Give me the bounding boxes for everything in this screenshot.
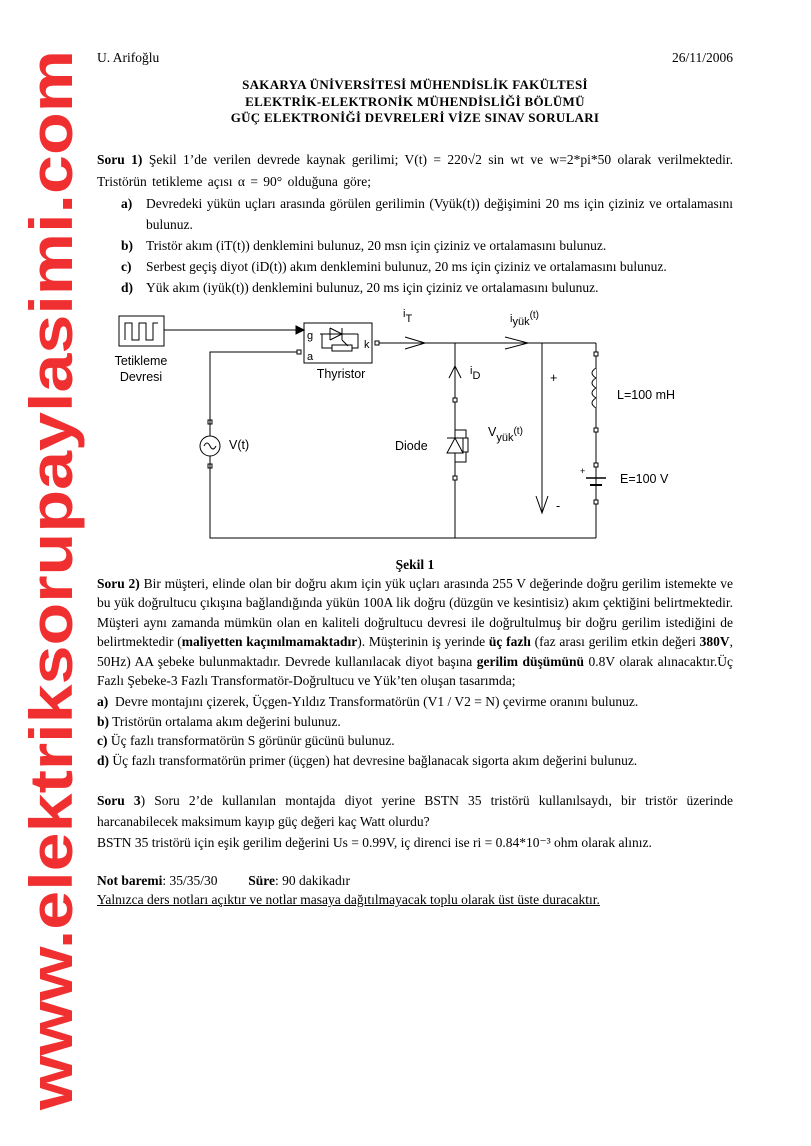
item-label: c) <box>97 733 108 748</box>
item-label: d) <box>97 752 110 768</box>
q2-bold: üç fazlı <box>488 634 531 649</box>
source-label: V(t) <box>229 437 250 452</box>
item-text: Yük akım (iyük(t)) denklemini bulunuz, 20 ms için çiziniz ve ortalamasını bulunuz. <box>146 279 599 295</box>
thyristor-label: Thyristor <box>316 366 366 381</box>
question-1-intro <box>97 149 733 193</box>
item-text: Üç fazlı transformatörün S görünür gücünü bulunuz. <box>110 733 395 748</box>
item-label: c) <box>121 258 132 274</box>
q1-item-c <box>121 256 733 277</box>
date: 26/11/2006 <box>671 50 733 65</box>
minus-label: - <box>556 498 561 513</box>
question-2 <box>97 574 733 771</box>
q2-bold: 380V <box>699 634 730 649</box>
item-label: d) <box>121 279 134 295</box>
q1-intro-c: olduğuna göre; <box>287 173 371 189</box>
q2-item-c <box>97 731 733 751</box>
item-text: Devredeki yükün uçları arasında görülen gerilimin (Vyük(t)) değişimini 20 ms için çiziniz ve ortalamasını bulunuz. <box>146 195 733 232</box>
item-text: Tristörün ortalama akım değerini bulunuz. <box>112 713 341 729</box>
thyristor-icon <box>320 328 358 351</box>
q2-bold: gerilim düşümünü <box>476 653 585 669</box>
q2-text: ). Müşterinin iş yerinde <box>357 634 489 649</box>
item-label: a) <box>97 693 109 709</box>
q2-item-d <box>97 751 733 771</box>
q2-text: , 50Hz) AA şebeke bulunmaktadır. Devrede kullanılacak diyot başına <box>97 634 733 669</box>
q2-item-a <box>97 691 733 712</box>
item-text: Serbest geçiş diyot (iD(t)) akım denklemini bulunuz, 20 ms için çiziniz ve ortalamasını bulunuz. <box>146 258 667 274</box>
grading <box>97 871 733 890</box>
author: U. Arifoğlu <box>97 50 160 65</box>
inductor-icon <box>592 368 596 408</box>
q1-item-a <box>121 193 733 235</box>
q2-text: (faz arası gerilim etkin değeri <box>530 634 700 649</box>
inductor-label: L=100 mH <box>617 387 676 402</box>
thyristor-block <box>304 323 372 363</box>
question-3-params <box>97 832 733 853</box>
item-label: b) <box>97 713 110 729</box>
q2-text: 0.8V olarak alınacaktır.Üç Fazlı Şebeke-3 Fazlı Transformatör-Doğrultucu ve Yük’ten oluşan tasarımda; <box>97 653 733 688</box>
q2-label: Soru 2) <box>97 575 140 591</box>
item-label: a) <box>121 195 133 211</box>
q3-us: Us = 0.99V <box>332 835 394 850</box>
pulse-generator-block <box>119 316 164 346</box>
diode-icon <box>447 430 468 462</box>
question-3 <box>97 790 733 853</box>
vyuk-label: Vyük$^{(t)}$ <box>488 424 523 444</box>
q3-text: ohm olarak alınız. <box>554 835 652 850</box>
question-1-items <box>121 193 733 298</box>
circuit-diagram <box>0 306 811 551</box>
exam-note: Yalnızca ders notları açıktır ve notlar masaya dağıtılmayacak toplu olarak üst üste duracaktır. <box>97 892 600 907</box>
item-text: Üç fazlı transformatörün primer (üçgen) hat devresine bağlanacak sigorta akım değerini bulunuz. <box>112 752 638 768</box>
q3-ri: ri = 0.84*10⁻³ <box>472 835 551 850</box>
title-exam: GÜÇ ELEKTRONİĞİ DEVRELERİ VİZE SINAV SORULARI <box>230 110 600 125</box>
title-department: ELEKTRİK-ELEKTRONİK MÜHENDİSLİĞİ BÖLÜMÜ <box>245 93 585 109</box>
cathode-label: k <box>364 338 370 351</box>
anode-label: a <box>307 350 314 363</box>
footer <box>97 871 733 909</box>
q1-label: Soru 1) <box>97 151 143 167</box>
trigger-label-1: Tetikleme <box>114 353 168 368</box>
q1-intro-a: Şekil 1’de verilen devrede kaynak gerilimi; <box>148 151 399 167</box>
battery-label: E=100 V <box>620 471 669 486</box>
q3-text: , iç direnci ise <box>393 835 470 850</box>
time-value: : 90 dakikadır <box>275 873 351 888</box>
plus-label: + <box>550 370 558 385</box>
trigger-label-2: Devresi <box>119 369 163 384</box>
q3-label: Soru 3 <box>97 793 141 808</box>
q2-text: Bir müşteri, elinde olan bir doğru akım için yük uçları arasında 255 V değerinde doğru gerilim istemekte ve bu yük doğrultucu çıkışına bağlandığında yükün 100A lik doğru (düzgün ve kesintisiz) akım çektiğini belirtmektedir. Müşteri aynı zamanda mümkün olan en kaliteli doğrultucu devresi ile doğrultulmuş bir doğru gerilim istediğini de belirtmektedir ( <box>97 575 733 649</box>
q1-intro-b: ve w=2*pi*50 olarak verilmektedir. Tristörün tetikleme açısı <box>97 151 734 189</box>
grading-value: : 35/35/30 <box>162 873 218 888</box>
q1-item-d <box>121 277 733 298</box>
arrow-icon <box>296 326 304 334</box>
item-label: b) <box>121 237 134 253</box>
q2-bold: maliyetten kaçınılmamaktadır <box>181 634 358 649</box>
q2-item-b <box>97 712 733 732</box>
watermark-text: www.elektriksorupaylasimi.com <box>18 201 85 1110</box>
time-label: Süre <box>248 873 276 888</box>
q3-question <box>97 790 733 832</box>
page-header <box>97 49 733 67</box>
q1-item-b <box>121 235 733 256</box>
q3-text: ) Soru 2’de kullanılan montajda diyot yerine BSTN 35 tristörü kullanılsaydı, bir tristör üzerinde harcanabilecek maksimum kayıp güç değeri kaç Watt olurdu? <box>97 793 733 829</box>
iyuk-label: iyük(t) <box>510 309 540 328</box>
title-university: SAKARYA ÜNİVERSİTESİ MÜHENDİSLİK FAKÜLTESİ <box>242 77 588 92</box>
q1-alpha: α = 90° <box>237 173 283 189</box>
gate-label: g <box>307 329 314 342</box>
q1-formula: V(t) = 220√2 sin wt <box>404 151 524 167</box>
figure-caption: Şekil 1 <box>395 556 435 572</box>
iT-label: iT <box>403 307 413 325</box>
item-text: Tristör akım (iT(t)) denklemini bulunuz, 20 msn için çiziniz ve ortalamasını bulunuz. <box>146 237 607 253</box>
pulse-icon <box>125 323 158 340</box>
grading-label: Not baremi <box>97 873 163 888</box>
titles <box>97 77 733 127</box>
battery-plus: + <box>580 465 586 476</box>
q3-text: BSTN 35 tristörü için eşik gerilim değerini <box>97 835 330 850</box>
diode-label: Diode <box>395 438 428 453</box>
item-text: Devre montajını çizerek, Üçgen-Yıldız Transformatörün (V1 / V2 = N) çevirme oranını bulunuz. <box>115 693 639 709</box>
iD-label: iD <box>470 364 481 382</box>
